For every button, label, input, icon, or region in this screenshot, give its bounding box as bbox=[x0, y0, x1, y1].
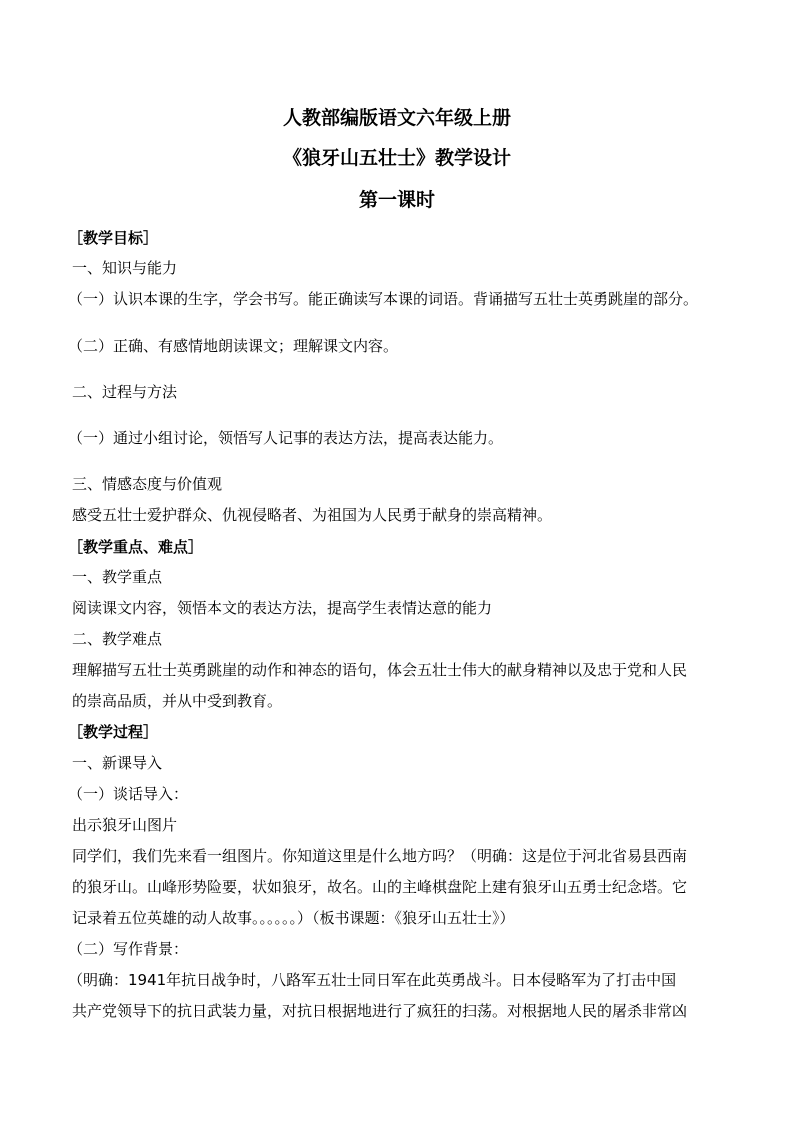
paragraph: （明确：1941年抗日战争时，八路军五壮士同日军在此英勇战斗。日本侵略军为了打击中国 bbox=[68, 971, 677, 989]
document-title: 人教部编版语文六年级上册 bbox=[282, 107, 511, 129]
section-heading-key-points: ［教学重点、难点］ bbox=[68, 538, 204, 556]
paragraph: （一）认识本课的生字，学会书写。能正确读写本课的词语。背诵描写五壮士英勇跳崖的部分。 bbox=[68, 290, 699, 308]
paragraph: 理解描写五壮士英勇跳崖的动作和神态的语句，体会五壮士伟大的献身精神以及忠于党和人民 bbox=[72, 661, 688, 679]
subheading-emotion: 三、情感态度与价值观 bbox=[72, 475, 223, 493]
lesson-period-heading: 第一课时 bbox=[358, 189, 435, 211]
paragraph: 出示狼牙山图片 bbox=[72, 816, 178, 834]
subheading-knowledge: 一、知识与能力 bbox=[72, 259, 178, 277]
subheading-intro: 一、新课导入 bbox=[72, 754, 163, 772]
paragraph: 记录着五位英雄的动人故事。。。。。。）（板书课题：《狼牙山五壮士》） bbox=[72, 909, 515, 927]
paragraph: 阅读课文内容，领悟本文的表达方法，提高学生表情达意的能力 bbox=[72, 599, 493, 617]
paragraph: 的崇高品质，并从中受到教育。 bbox=[72, 692, 283, 710]
paragraph: （二）正确、有感情地朗读课文；理解课文内容。 bbox=[68, 337, 399, 355]
subheading-key-point: 一、教学重点 bbox=[72, 568, 163, 586]
paragraph: 的狼牙山。山峰形势险要，状如狼牙，故名。山的主峰棋盘陀上建有狼牙山五勇士纪念塔。它 bbox=[72, 878, 688, 896]
paragraph: 感受五壮士爱护群众、仇视侵略者、为祖国为人民勇于献身的崇高精神。 bbox=[72, 506, 553, 524]
paragraph: （一）通过小组讨论，领悟写人记事的表达方法，提高表达能力。 bbox=[68, 429, 504, 447]
lesson-title: 《狼牙山五壮士》教学设计 bbox=[282, 147, 511, 169]
subheading-talk: （一）谈话导入： bbox=[68, 785, 189, 803]
subheading-difficulty: 二、教学难点 bbox=[72, 630, 163, 648]
section-heading-objectives: ［教学目标］ bbox=[68, 229, 159, 247]
subheading-background: （二）写作背景： bbox=[68, 940, 189, 958]
subheading-process: 二、过程与方法 bbox=[72, 383, 178, 401]
paragraph: 同学们，我们先来看一组图片。你知道这里是什么地方吗？（明确：这是位于河北省易县西南 bbox=[72, 847, 688, 865]
section-heading-process: ［教学过程］ bbox=[68, 723, 159, 741]
paragraph: 共产党领导下的抗日武装力量，对抗日根据地进行了疯狂的扫荡。对根据地人民的屠杀非常凶 bbox=[72, 1002, 688, 1020]
